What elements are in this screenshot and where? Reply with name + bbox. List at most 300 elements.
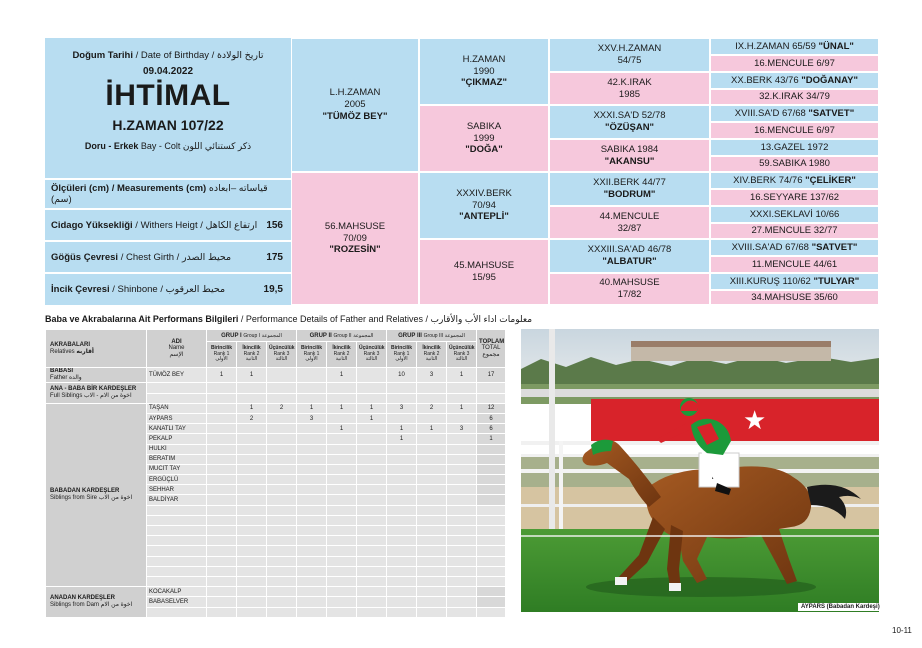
rank-cell [267,368,297,383]
chest-girth-value: 175 [266,251,283,263]
empty-cell [297,526,327,536]
pedigree-g3-2: 42.K.IRAK 1985 [549,72,710,105]
empty-cell [417,576,447,586]
rank-cell [237,587,267,597]
relative-name: BERATIM [147,454,207,464]
empty-cell [447,526,477,536]
rank-cell: 1 [357,403,387,413]
performance-table [45,329,506,618]
empty-cell [207,556,237,566]
empty-cell [147,383,207,393]
rank-cell [387,413,417,423]
pedigree-g4-10: 16.SEYYARE 137/62 [710,189,879,206]
rank-cell: 1 [297,403,327,413]
empty-cell [207,505,237,515]
empty-cell [387,556,417,566]
rank-cell [207,495,237,505]
rank-cell: 2 [267,403,297,413]
rank-cell [327,464,357,474]
withers-height-value: 156 [266,219,283,231]
rank-cell [357,587,387,597]
relative-name: PEKALP [147,434,207,444]
empty-cell [327,566,357,576]
pedigree-g4-8: 59.SABIKA 1980 [710,156,879,172]
empty-cell [357,576,387,586]
empty-cell [387,515,417,525]
rank-cell [297,495,327,505]
empty-cell [477,393,506,403]
total-cell: 1 [477,434,506,444]
rank-cell [267,444,297,454]
rank-cell [267,597,297,607]
pedigree-sire: L.H.ZAMAN 2005 "TÜMÖZ BEY" [291,38,419,172]
empty-cell [357,546,387,556]
rank-cell: 1 [327,368,357,383]
pedigree-g4-3: XX.BERK 43/76 "DOĞANAY" [710,72,879,89]
empty-cell [267,576,297,586]
empty-cell [357,393,387,403]
rank-cell: 1 [237,368,267,383]
father-label: BABASI Father والده [46,368,147,383]
rank-cell: 3 [297,413,327,423]
rank-cell [297,597,327,607]
rank-cell [207,587,237,597]
empty-cell [267,607,297,617]
sire-line: H.ZAMAN 107/22 [112,117,224,133]
empty-cell [237,607,267,617]
empty-cell [297,576,327,586]
empty-cell [327,546,357,556]
pedigree-g4-4: 32.K.IRAK 34/79 [710,89,879,105]
empty-cell [417,515,447,525]
relative-name: HULKİ [147,444,207,454]
pedigree-g4-11: XXXI.SEKLAVİ 10/66 [710,206,879,223]
rank-cell [417,485,447,495]
rank-cell [207,434,237,444]
empty-cell [267,556,297,566]
empty-cell [357,383,387,393]
empty-cell [147,566,207,576]
rank-cell [357,434,387,444]
svg-text:★: ★ [743,406,767,436]
rank-cell: 1 [357,413,387,423]
empty-cell [147,546,207,556]
empty-cell [417,393,447,403]
empty-cell [417,546,447,556]
empty-cell [327,536,357,546]
full-siblings-row [46,383,506,393]
empty-cell [387,536,417,546]
empty-cell [267,546,297,556]
empty-cell [387,393,417,403]
empty-cell [207,536,237,546]
empty-cell [447,607,477,617]
pedigree-g4-6: 16.MENCULE 6/97 [710,122,879,139]
empty-cell [237,556,267,566]
empty-cell [207,566,237,576]
rank-cell [447,597,477,607]
empty-cell [147,556,207,566]
rank-cell: 1 [387,424,417,434]
total-cell [477,454,506,464]
pedigree-g4-7: 13.GAZEL 1972 [710,139,879,156]
empty-cell [447,556,477,566]
shinbone-row: İncik Çevresi / Shinbone / محيط العرقوب 19,5 [45,272,291,304]
empty-cell [237,393,267,403]
empty-cell [387,383,417,393]
rank-cell [327,434,357,444]
full-siblings-label: ANA - BABA BİR KARDEŞLER Full Siblings اخوة من الام - الاب [46,383,147,403]
empty-cell [417,556,447,566]
empty-cell [477,607,506,617]
rank-cell [447,485,477,495]
empty-cell [207,393,237,403]
empty-cell [267,526,297,536]
rank-cell [237,434,267,444]
group3-header: GRUP III Group III المجموعة [387,330,477,342]
total-cell [477,495,506,505]
empty-cell [477,556,506,566]
empty-cell [297,515,327,525]
rank-cell: 3 [387,403,417,413]
race-photo [521,329,879,612]
rank-cell [207,464,237,474]
total-cell [477,597,506,607]
empty-cell [237,515,267,525]
rank-cell [267,464,297,474]
rank-cell [207,597,237,607]
rank-cell [447,444,477,454]
horse-info-panel [45,38,291,305]
page-number: 10-11 [892,626,912,635]
rank-cell [447,454,477,464]
rank-cell [417,413,447,423]
empty-cell [267,515,297,525]
empty-cell [147,607,207,617]
empty-cell [357,526,387,536]
rank-cell [387,464,417,474]
date-of-birth-label: Doğum Tarihi / Date of Birthday / تاريخ الولادة [72,50,264,61]
empty-cell [207,383,237,393]
rank-3-header: Üçüncülük Rank 3 الثالثة [447,342,477,368]
empty-cell [237,536,267,546]
empty-cell [297,546,327,556]
rank-cell [417,464,447,474]
rank-cell [237,597,267,607]
empty-cell [147,526,207,536]
empty-cell [477,505,506,515]
empty-cell [147,515,207,525]
rank-cell [207,403,237,413]
pedigree-dam-sire: XXXIV.BERK 70/94 "ANTEPLİ" [419,172,549,239]
empty-cell [297,505,327,515]
rank-cell [267,495,297,505]
pedigree-g4-5: XVIII.SA'D 67/68 "SATVET" [710,105,879,122]
empty-cell [207,526,237,536]
name-header: ADI Name الإسم [147,330,207,368]
rank-cell: 1 [447,403,477,413]
empty-cell [477,546,506,556]
empty-cell [447,383,477,393]
rank-cell [447,587,477,597]
relative-name: TÜMÖZ BEY [147,368,207,383]
rank-cell [297,485,327,495]
rank-cell [357,485,387,495]
relative-name: MUCİT TAY [147,464,207,474]
empty-cell [327,576,357,586]
relatives-header: AKRABALARI Relatives أقاربه [46,330,147,368]
pedigree-dam: 56.MAHSUSE 70/09 "ROZESİN" [291,172,419,305]
rank-cell [327,495,357,505]
rank-cell [327,454,357,464]
empty-cell [477,526,506,536]
rank-cell [447,475,477,485]
rank-cell [417,434,447,444]
rank-cell [387,454,417,464]
empty-cell [447,576,477,586]
empty-cell [267,393,297,403]
empty-cell [327,383,357,393]
relative-name: KANATLI TAY [147,424,207,434]
rank-cell [207,424,237,434]
rank-cell [417,597,447,607]
rank-1-header: Birincilik Rank 1 الأولى [297,342,327,368]
group1-header: GRUP I Group I المجموعة [207,330,297,342]
rank-cell [327,444,357,454]
pedigree-g4-16: 34.MAHSUSE 35/60 [710,290,879,305]
empty-cell [147,536,207,546]
rank-cell [387,485,417,495]
empty-cell [417,505,447,515]
empty-cell [237,566,267,576]
pedigree-g3-4: SABIKA 1984 "AKANSU" [549,139,710,172]
empty-cell [267,505,297,515]
rank-cell [327,475,357,485]
color-sex: Doru - Erkek Bay - Colt ذكر كستنائي اللون [84,141,252,151]
empty-cell [447,546,477,556]
relative-name: BALDİYAR [147,495,207,505]
empty-cell [237,383,267,393]
empty-cell [357,556,387,566]
chest-girth-row: Göğüs Çevresi / Chest Girth / محيط الصدر 175 [45,240,291,272]
rank-cell [237,475,267,485]
total-cell [477,444,506,454]
rank-cell [267,475,297,485]
rank-cell [267,434,297,444]
rank-cell: 1 [327,403,357,413]
rank-cell [357,475,387,485]
total-cell: 6 [477,424,506,434]
rank-cell [297,454,327,464]
empty-cell [297,566,327,576]
empty-cell [147,393,207,403]
table-row [46,403,506,413]
rank-cell [387,587,417,597]
rank-1-header: Birincilik Rank 1 الأولى [207,342,237,368]
rank-cell [207,475,237,485]
rank-cell [237,495,267,505]
empty-cell [207,546,237,556]
rank-2-header: İkincilik Rank 2 الثانية [417,342,447,368]
rank-cell: 1 [207,368,237,383]
empty-cell [207,576,237,586]
rank-cell [297,434,327,444]
rank-cell [417,444,447,454]
pedigree-g4-12: 27.MENCULE 32/77 [710,223,879,239]
empty-cell [387,526,417,536]
rank-cell [207,485,237,495]
pedigree-g3-7: XXXIII.SA'AD 46/78 "ALBATUR" [549,239,710,273]
empty-cell [237,576,267,586]
relative-name: TAŞAN [147,403,207,413]
rank-cell: 2 [237,413,267,423]
rank-cell [357,464,387,474]
rank-cell [357,368,387,383]
empty-cell [387,566,417,576]
total-cell: 17 [477,368,506,383]
group2-header: GRUP II Group II المجموعة [297,330,387,342]
empty-cell [327,393,357,403]
empty-cell [417,607,447,617]
pedigree-sire-dam: SABIKA 1999 "DOĞA" [419,105,549,172]
rank-cell [357,444,387,454]
empty-cell [267,383,297,393]
rank-cell [267,485,297,495]
dam-siblings-label: ANADAN KARDEŞLER Siblings from Dam اخوة من الام [46,587,147,618]
empty-cell [477,566,506,576]
rank-cell [417,587,447,597]
rank-cell: 1 [327,424,357,434]
empty-cell [237,505,267,515]
rank-cell: 1 [237,403,267,413]
rank-cell [237,485,267,495]
total-header: TOPLAM TOTAL مجموع [477,330,506,368]
pedigree-dam-dam: 45.MAHSUSE 15/95 [419,239,549,305]
empty-cell [327,515,357,525]
table-row [46,587,506,597]
empty-cell [327,505,357,515]
date-of-birth: 09.04.2022 [142,66,194,77]
rank-cell [267,424,297,434]
rank-1-header: Birincilik Rank 1 الأولى [387,342,417,368]
empty-cell [147,576,207,586]
empty-cell [327,607,357,617]
rank-cell: 1 [387,434,417,444]
rank-cell: 3 [447,424,477,434]
relative-name: BABASELVER [147,597,207,607]
empty-cell [297,393,327,403]
sire-siblings-label: BABADAN KARDEŞLER Siblings from Sire اخوة من الاب [46,403,147,586]
rank-cell: 1 [447,368,477,383]
pedigree-g4-15: XIII.KURUŞ 110/62 "TULYAR" [710,273,879,290]
empty-cell [297,383,327,393]
performance-title: Baba ve Akrabalarına Ait Performans Bilgileri / Performance Details of Father and Relatives / معلومات اداء الأب والأقارب [45,314,533,324]
empty-cell [387,576,417,586]
total-cell: 6 [477,413,506,423]
relative-name: AYPARS [147,413,207,423]
empty-cell [327,556,357,566]
rank-cell [207,413,237,423]
empty-cell [477,515,506,525]
total-cell [477,485,506,495]
empty-cell [207,607,237,617]
rank-cell [387,495,417,505]
rank-cell [417,475,447,485]
empty-cell [447,566,477,576]
empty-cell [477,576,506,586]
empty-cell [297,556,327,566]
pedigree-sire-sire: H.ZAMAN 1990 "ÇIKMAZ" [419,38,549,105]
rank-cell [357,597,387,607]
empty-cell [267,536,297,546]
measurements-header: Ölçüleri (cm) / Measurements (cm) قياساته –ابعاده (سم) [45,178,291,208]
relative-name: ERGÜÇLÜ [147,475,207,485]
rank-cell [447,464,477,474]
rank-cell [237,444,267,454]
empty-cell [447,393,477,403]
rank-cell [237,424,267,434]
rank-cell [447,434,477,444]
rank-cell [297,464,327,474]
empty-cell [147,505,207,515]
rank-cell: 2 [417,403,447,413]
empty-cell [357,607,387,617]
empty-cell [447,505,477,515]
shinbone-value: 19,5 [263,283,283,295]
rank-3-header: Üçüncülük Rank 3 الثالثة [267,342,297,368]
empty-cell [297,607,327,617]
rank-cell: 1 [417,424,447,434]
empty-cell [477,383,506,393]
empty-cell [447,515,477,525]
rank-cell [237,464,267,474]
rank-cell [357,424,387,434]
empty-cell [357,566,387,576]
rank-cell [387,597,417,607]
empty-cell [417,383,447,393]
relative-name: SEHHAR [147,485,207,495]
pedigree-g3-8: 40.MAHSUSE 17/82 [549,273,710,305]
rank-cell [387,444,417,454]
rank-cell [297,424,327,434]
rank-cell [267,454,297,464]
rank-cell [447,413,477,423]
empty-cell [417,526,447,536]
pedigree-g4-14: 11.MENCULE 44/61 [710,256,879,273]
empty-cell [477,536,506,546]
rank-cell [267,587,297,597]
pedigree-g3-6: 44.MENCULE 32/87 [549,206,710,239]
rank-cell [207,454,237,464]
pedigree-g4-9: XIV.BERK 74/76 "ÇELİKER" [710,172,879,189]
rank-cell [387,475,417,485]
rank-cell [327,587,357,597]
empty-cell [387,607,417,617]
relative-name: KOCAKALP [147,587,207,597]
rank-cell [357,495,387,505]
empty-cell [357,505,387,515]
rank-cell [327,485,357,495]
total-cell [477,587,506,597]
pedigree-g3-3: XXXI.SA'D 52/78 "ÖZÜŞAN" [549,105,710,139]
rank-cell: 10 [387,368,417,383]
empty-cell [387,546,417,556]
empty-cell [207,515,237,525]
rank-2-header: İkincilik Rank 2 الثانية [237,342,267,368]
empty-cell [237,546,267,556]
total-cell: 12 [477,403,506,413]
empty-cell [417,566,447,576]
